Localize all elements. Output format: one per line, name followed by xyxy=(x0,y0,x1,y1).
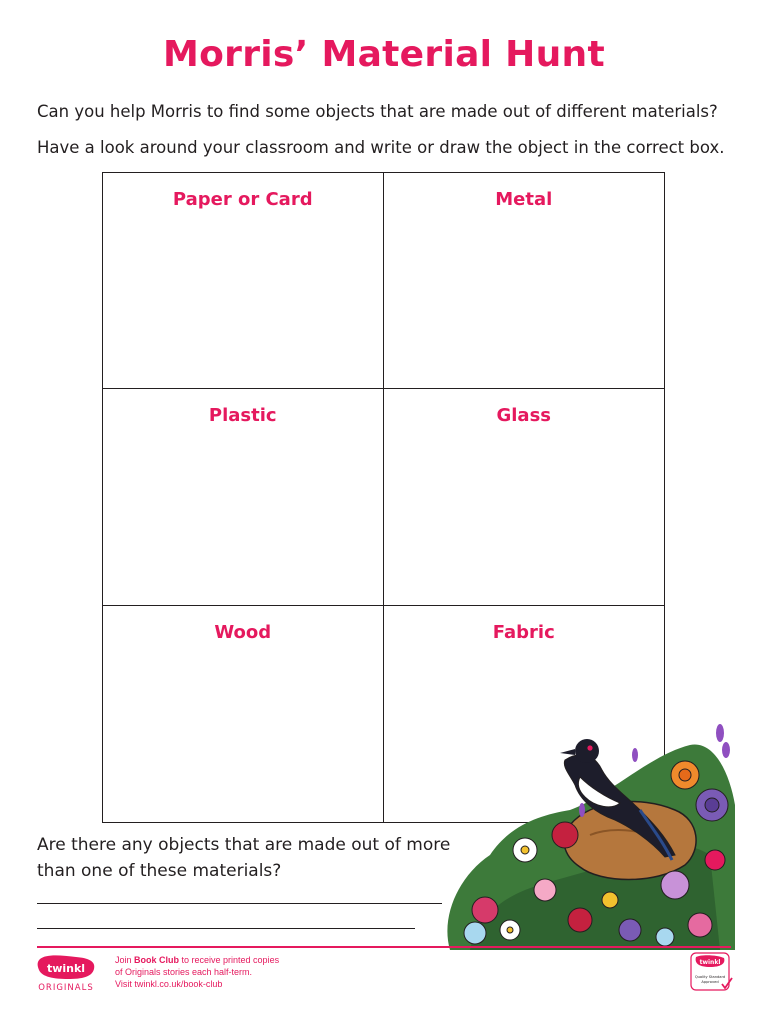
twinkl-originals-logo[interactable] xyxy=(36,953,98,993)
box-label: Fabric xyxy=(492,621,555,643)
box-metal[interactable] xyxy=(384,173,665,389)
box-label: Metal xyxy=(495,189,553,210)
box-label: Plastic xyxy=(208,405,277,427)
box-label: Wood xyxy=(214,621,272,643)
magpie-flowers-illustration xyxy=(430,715,735,950)
intro-line-2: Have a look around your classroom and write or draw the object in the correct box. xyxy=(37,138,725,157)
badge-line2: Approved xyxy=(701,980,719,984)
box-label: Paper or Card xyxy=(172,189,313,210)
footer-line1-prefix: Join xyxy=(115,955,135,965)
box-paper-or-card[interactable] xyxy=(103,173,384,389)
box-plastic[interactable] xyxy=(103,389,384,605)
logo-sub: ORIGINALS xyxy=(38,983,94,993)
footer-line3[interactable]: Visit twinkl.co.uk/book-club xyxy=(115,979,223,989)
book-club-label: Book Club xyxy=(134,955,180,965)
badge-word: twinkl xyxy=(699,959,721,966)
box-glass[interactable] xyxy=(384,389,665,605)
badge-line1: Quality Standard xyxy=(694,975,726,979)
page-title: Morris’ Material Hunt xyxy=(163,34,605,75)
footer-line2: of Originals stories each half-term. xyxy=(115,967,253,977)
box-label: Glass xyxy=(496,405,552,427)
box-wood[interactable] xyxy=(103,606,384,822)
answer-line[interactable] xyxy=(37,928,415,929)
footer-rule xyxy=(37,946,731,948)
answer-line[interactable] xyxy=(37,903,442,904)
intro-line-1: Can you help Morris to find some objects that are made out of different materials? xyxy=(37,102,718,121)
quality-standard-badge xyxy=(690,952,734,992)
question-text: Are there any objects that are made out of more than one of these materials? xyxy=(37,835,451,881)
footer-line1-suffix: to receive printed copies xyxy=(179,955,280,965)
logo-word: twinkl xyxy=(46,962,86,975)
footer-book-club-text xyxy=(115,954,279,990)
